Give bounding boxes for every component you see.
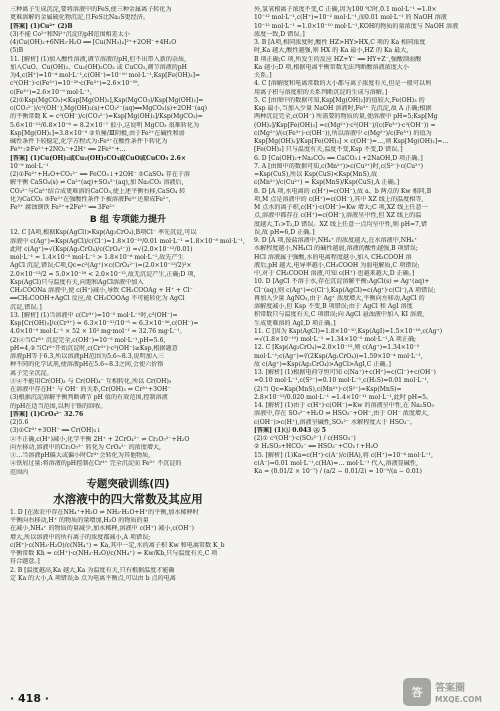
text-line: 9. D [A 项,铵盐溶液中,NH₄⁺ 的浓度越大,在水溶液中,NH₄⁺ — [254, 237, 418, 244]
group-b-heading: B 组 专项能力提升 — [89, 215, 167, 226]
text-line: (2)① c²(OH⁻)·c(SO₃²⁻) / c(HSO₃⁻) — [254, 435, 356, 442]
text-line: 液后,pH 越大,电导率越小,CH₃COOH 为弱电解质,C 项错误; — [254, 261, 420, 269]
text-line: 平衡常数 Kh = c(H⁺)·c(NH₃·H₂O)/c(NH₄⁺) = Kw/Kb,只与温度有关,C 项 — [10, 550, 218, 557]
text-line: mol·L⁻¹;c(Ag⁺)=∛(2Ksp(Ag₂CrO₄))=1.59×10⁻⁴ mol·L⁻¹, — [254, 352, 423, 360]
text-line: (2)当 Qc=Ksp(MnS),c(Mn²⁺)·c(S²⁻)=Ksp(MnS)= — [254, 385, 402, 393]
text-line: c(OH⁻)>c(H⁺),溶液呈碱性,SO₃²⁻ 水解程度大于 HSO₃⁻。 — [254, 418, 416, 426]
text-line: (2)5.6 — [10, 419, 29, 426]
text-line: 解平衡 CaSO₄(s) ⇌ Ca²⁺(aq)+SO₄²⁻(aq),加 Na₂CO₃ 溶液后, — [10, 179, 184, 187]
text-line: [Fe(OH)₃] 只与温度有关,温度不变,Ksp 不变,D 错误。] — [254, 146, 403, 154]
text-line: ③…当溶液pH偏大或偏小时Cr³⁺会转化为其他物质, — [10, 452, 151, 459]
text-line: ③④不能用Cr(OH)₃ 与 Cr(OH)₄⁻ 互相转化,所以 Cr(OH)₃ — [10, 377, 172, 385]
text-line: 定 Ka 的大小,A 项错误;b 点为电离平衡点,可以由 b 点的电离 — [10, 574, 176, 582]
text-line: 5. C [由图中的数据可知,Ksp[Mg(OH)₂]的值较大,Fe(OH)₃ 的 — [254, 96, 425, 104]
text-line: 11. C [因为 Ksp(AgCl)=1.8×10⁻¹⁰,Ksp(AgI)=1.5×10⁻¹⁶,c(Ag⁺) — [254, 327, 443, 335]
text-line: ④铁屑过量:将溶液的pH控制在Cr³⁺ 完全沉淀而 Fe³⁺ 不沉淀的 — [10, 460, 182, 468]
topic-title: 专题突破训练(四) — [86, 477, 170, 490]
right-column — [254, 6, 492, 683]
text-line: [答案] (1)① 0.043 ② 5 — [254, 426, 326, 434]
text-line: 8. D [A 项,水电离的 c(H⁺)=c(OH⁻),故 a、b 两点的 Kw 相同,B — [254, 187, 432, 195]
text-line: HCl 溶液属于强酸,水的电离程度越小,加入 CH₃COOH 溶 — [254, 253, 412, 261]
text-line: 用离子积与溶度积的关系判断沉淀的生成与溶解。] — [254, 88, 388, 96]
text-line: 种不同的化学试剂,使溶液pH在5.6~8.3之间,会使六价铬 — [10, 361, 164, 369]
text-line: 1. D [在浓农中存在NH₄⁺+H₂O ⇌ NH₃·H₂O+H⁺的平衡,加水稀释时 — [10, 508, 199, 516]
text-line: 11. [解析] (1)加入酸性溶液,调节溶液的pH,但不出带入新的杂质, — [10, 55, 187, 63]
left-lines-mid — [10, 229, 246, 411]
text-line: =Ksp(CuS),所以 Ksp(CuS)<Ksp(MnS),故 — [254, 171, 378, 178]
text-line: Fe³⁺ 腐蚀钢铁 Fe²⁺+2Fe³⁺ ══ 3Fe²⁺ — [10, 204, 115, 211]
text-line: 为4,c(H⁺)=10⁻⁴ mol·L⁻¹,c(OH⁻)=10⁻¹⁰ mol·L⁻¹,Ksp[Fe(OH)₃]= — [10, 72, 201, 79]
text-line: (2)①Fe²⁺+H₂O+CO₃²⁻ ══ FeCO₃↓+2OH⁻ ②CaSO₄ 存在于溶 — [10, 171, 191, 178]
text-line: c(Mn²⁺)/c(Cu²⁺) = Ksp(MnS)/Ksp(CuS),A 正确。] — [254, 179, 400, 187]
text-line: 故 c(Ag⁺)=Ksp(Ag₂CrO₄)>AgCl>AgI,C 正确。] — [254, 360, 391, 368]
text-line: (3)①Cr³⁺+3OH⁻ ══ Cr(OH)₃↓ — [10, 427, 102, 435]
text-line: Ksp[Mg(OH)₂]=3.8×10⁻⁵ ②负極/Ⅲ阴极,由于Fe²⁺在碱性和弱 — [10, 129, 185, 137]
text-line: 7. A [由图中的数据可知,c(Mn²⁺)>c(Cu²⁺)时,c(S²⁻)·c(Cu²⁺) — [254, 162, 424, 170]
text-line: 两种沉淀完全,c(OH⁻) 所需要的物质的量,使溶液中 pH=5;Ksp[Mg — [254, 113, 438, 121]
text-line: 范围内 — [10, 468, 29, 476]
left-lines-top — [10, 6, 246, 212]
text-line: 10⁻¹² mol·L⁻¹ =1.0×10⁻¹⁰ mol·L⁻¹,KOH的物质的量浓度与 NaOH 溶液 — [254, 22, 459, 30]
left-answer-lines — [10, 411, 246, 477]
text-line: 6. D [Ca(OH)₂+Na₂CO₃ ══ CaCO₃↓+2NaOH,D 项正确。] — [254, 154, 423, 162]
text-line: pH=4,②当Cr³⁺开始沉淀时,c(Cr³⁺)·c³(OH⁻)≥Ksp,根据题意 — [10, 344, 178, 352]
text-line: 在溶液中存在H⁺ 与 OH⁻ 的关系,Cr(OH)₃ ⇌ Cr³⁺+3OH⁻ — [10, 386, 171, 393]
text-line: mol·L⁻¹ ≈ 1.4×10⁻⁵ mol·L⁻¹ > 1.8×10⁻⁸ mol·L⁻¹,故先产生 — [10, 254, 184, 261]
text-line: 溶液中 c(Ag⁺)=Ksp(AgCl)/c(Cl⁻)=1.8×10⁻¹⁰/0.01 mol·L⁻¹ =1.8×10⁻⁸ mol·L⁻¹, — [10, 237, 245, 245]
text-line: 中,对于 CH₃COOH 溶液,可知 c(H⁺) 也越来越大,D 正确。] — [254, 270, 415, 277]
text-line: Fe³⁺:②Fe²⁺+2NO₂⁻+2H⁺ ══ 2Fe³⁺+… — [10, 146, 126, 154]
text-line: (2)②当Cr³⁺ 沉淀完全,c(OH⁻)=10⁻⁵ mol·L⁻¹,pH=5.6, — [10, 336, 166, 344]
text-line: Ka 越小;D 项,根据电离平衡常数无法判断酸溶液浓度大小 — [254, 63, 409, 71]
text-line: 沉淀,错误。] — [10, 303, 42, 311]
text-line: c(Fe³⁺)=2.6×10⁻⁹ mol·L⁻¹。 — [10, 88, 96, 96]
text-line: 加入CuO、Cu(OH)₂、Cu₂(OH)₂CO₃ 或 CuCO₃,调节溶液的pH — [10, 63, 187, 71]
text-line: =0.10 mol·L⁻¹,c(S²⁻)=0.10 mol·L⁻¹,c(H₂S)=0.01 mol·L⁻¹, — [254, 377, 429, 385]
text-line: 4.0×10⁻⁹ mol·L⁻¹ × 52 × 10³ mg·mol⁻¹ ≈ 32.76 mg·L⁻¹。 — [10, 328, 186, 336]
text-line: 点,溶液中都存在 c(H⁺)=c(OH⁻),溶液呈中性,但 XZ 线上的温 — [254, 212, 422, 220]
text-line: Ksp(AgCl)只与温度有关,向饱和AgCl溶液中加入 — [10, 278, 144, 286]
text-line: 13. [解析] (1)当溶液中 c(Cr³⁺)=10⁻⁵ mol·L⁻¹时,c³(OH⁻)= — [10, 311, 178, 319]
text-line: 项,M 点是溶液中的 c(H⁺)=c(OH⁻),其中 XZ 线上的温度相等, — [254, 195, 424, 203]
text-line: c³(OH⁻)·c(Fe³⁺)=10⁻³⁰·c(Fe³⁺)=2.6×10⁻³⁹, — [10, 80, 140, 88]
text-line: 2. B [温度越高,Ka 越大,Ka 为温度有关,只有根据温度才能确 — [10, 566, 175, 574]
text-line: Ksp 最小,当加入少量 NaOH 溶液时,Fe³⁺ 先沉淀,故 A 正确;根据 — [254, 105, 432, 112]
text-line: (3)不能 Co²⁺和Ni²⁺沉淀的pH范围相差太小 — [10, 30, 130, 38]
text-line: 在减小,NH₄⁺ 的物质的量减少,加水稀释,溶液中 c(H⁺) 减小,c(OH⁻) — [10, 525, 195, 533]
text-line: 再加入少量 AgNO₃,由于 Ag⁺ 浓度增大,平衡向左移动,AgCl 的 — [254, 294, 425, 302]
text-line: =√(1.8×10⁻¹⁰) mol·L⁻¹ =1.34×10⁻⁵ mol·L⁻¹,A 项正确; — [254, 336, 417, 343]
text-line: 溶液pH等于6.3,所以溶液pH范围为5.6~8.3,说明加入三 — [10, 353, 164, 360]
text-line: 水解程度越小,NH₄Cl 的碱性越弱,溶液的酸性越强,B 项错误; — [254, 245, 418, 253]
text-line: 向左移动,溶液中的Cr₂O₇²⁻ 转化为 CrO₄²⁻ 的浓度增大, — [10, 443, 161, 451]
text-line: 积常数只与温度有关,C 项错误;向 AgCl 悬浊液中加入 KI 溶液, — [254, 311, 425, 319]
watermark-glyph: 答 — [411, 686, 423, 699]
text-line: (4)Cu(OH)₂+6NH₃·H₂O ══ [Cu(NH₃)₄]²⁺+2OH⁻+4H₂O — [10, 39, 177, 46]
text-line: 的pH在适当范围,以利于铬的回收。 — [10, 402, 107, 410]
text-line: [答案] (1)Cu(OH)₂或Cu₂(OH)₂CO₃或CuO或CuCO₃ 2.6× — [10, 154, 186, 162]
text-line: 外,氢氧根离子浓度不变,C 正确,因为100 ℃时,0.1 mol·L⁻¹ =1.0× — [254, 6, 437, 13]
text-line: 化为CaCO₃ ③Fe²⁺在强酸性条件下被溶液Fe³⁺还原成Fe²⁺, — [10, 195, 171, 203]
text-line: 增大,所以溶液中的所有离子的浓度都减小,A 项错误; — [10, 533, 151, 541]
text-line: AgCl 沉淀,错误;C项,Qc=c²(Ag⁺)×c(CrO₄²⁻)=(2.0×10⁻¹³/2)²× — [10, 262, 192, 270]
text-line: c(H⁺)·c(NH₃·H₂O)/c(NH₄⁺) = Ka,其中一定,水的离子积 Kw 和电离常数 K_b — [10, 541, 225, 549]
text-line: c(CO₃²⁻)/c²(OH⁻),Mg(OH)₂(s)+CO₃²⁻(aq)══MgCO₃(s)+2OH⁻(aq) — [10, 105, 207, 112]
text-line: c(Mg²⁺)/(c(Fe³⁺)·c(OH⁻)),所以溶液中 c(Mg²⁺)/c(Fe³⁺) 的值为 — [254, 129, 432, 137]
text-line: Ka = (0.01/2 × 10⁻⁷) / (a/2 − 0.01/2) = 10⁻⁹/(a − 0.01) — [254, 468, 422, 475]
text-line: 此时 c(Ag⁺)=√(Ksp(Ag₂CrO₄)/c(CrO₄²⁻)) =√(2.0×10⁻¹²/0.01) — [10, 245, 193, 253]
text-line: 3. B [A项,相同浓度时,酸性 HZ>HY>HX,C 项的 Ka 相同浓度 — [254, 39, 426, 46]
text-line: 离子完全沉淀。 — [10, 369, 53, 377]
text-line: 时,Ka 越大,酸性越强,则 HX 的 Ka 最小,HZ 的 Ka 最大, — [254, 47, 409, 55]
text-line: (2)①Ksp(MgCO₃)<Ksp[Mg(OH)₂],Ksp(MgCO₃)/Ksp[Mg(OH)₂]= — [10, 96, 204, 104]
text-line: [答案] (1)Cu²⁺ (2)B — [10, 22, 73, 30]
text-line: c(A⁻)=0.01 mol·L⁻¹,c(HA)=… mol·L⁻¹ 代入,溶液显碱性, — [254, 459, 418, 467]
text-line: 10. D [AgCl 不溶于水,存在沉淀溶解平衡:AgCl(s) ⇌ Ag⁺(aq)+ — [254, 278, 430, 286]
page-number: · 418 · — [10, 692, 49, 705]
text-line: 关系。] — [254, 72, 272, 79]
text-line: 溶解度减小,但 Ksp 不变,B 项错误;由于 AgCl 和 AgI 溶度 — [254, 303, 413, 310]
text-line: 10⁻⁹ mol·L⁻¹ — [10, 162, 49, 170]
watermark-logo — [402, 677, 494, 707]
text-line: 12. C [Ksp(Ag₂CrO₄)=2.0×10⁻¹²,则 c(Ag⁺)=1.34×10⁻⁵ — [254, 344, 420, 352]
text-line: 溶液中,存在 SO₃²⁻+H₂O ⇌ HSO₃⁻+OH⁻,由于 OH⁻ 浓度增大, — [254, 410, 430, 418]
text-line: 度越大,T₁>T₂,D 错误。XZ 线上任意一点均呈中性,则 pH=7,错 — [254, 220, 428, 228]
text-line: (OH)₂]/Ksp[Fe(OH)₃] =c(Mg²⁺)·c²(OH⁻)/(c(Fe³⁺)·c³(OH⁻)) = — [254, 121, 436, 129]
text-line: M 点水的离子积,c(H⁺)·c(OH⁻)=Kw 增大;C 项,XZ 线上任意一 — [254, 204, 428, 211]
text-line: 的平衡常数 K = c²(OH⁻)/c(CO₃²⁻)=Ksp[Mg(OH)₂]/Ksp(MgCO₃)= — [10, 113, 203, 121]
right-lines-bottom — [254, 344, 492, 476]
text-line: (3)根据沉淀溶解平衡判断调节 pH 值的有效范围,控制溶液 — [10, 394, 168, 402]
text-line: 更难溶解的金属硫化物沉淀,且FeS比Na₂S更经济。 — [10, 14, 149, 22]
text-line: 10⁻¹² mol·L⁻¹,c(H⁺)=10⁻² mol·L⁻¹,而0.01 mol·L⁻¹ 的 NaOH 溶液 — [254, 14, 447, 22]
text-line: 碱性条件下较稳定,化学方程式为:Fe²⁺在酸性条件下转化为 — [10, 138, 168, 145]
text-line: B 项正确;C 项,所发生的反应 HZ+Y⁻ ══ HY+Z⁻,强酸制弱酸 — [254, 55, 422, 63]
text-line: Ksp[Cr(OH)₃]/c(Cr³⁺) = 6.3×10⁻³¹/10⁻⁵ = 6.3×10⁻²⁶,c(OH⁻)= — [10, 320, 199, 327]
text-line: ② H₂SO₃+HCO₃⁻ ══ HSO₃⁻+CO₂↑+H₂O — [254, 443, 379, 451]
text-line: Cl⁻(aq),则 c(Ag⁺)=c(Cl⁻),Ksp(AgCl)=c(Ag⁺)·c(Cl⁻),A 项错误; — [254, 286, 436, 294]
text-line: 2.0×10⁻¹³/2 = 5.0×10⁻²⁸ < 2.0×10⁻¹²,故无沉淀产生,正确;D 项, — [10, 270, 196, 278]
text-line: Ksp[Mg(OH)₂]/Ksp[Fe(OH)₃] × c(OH⁻)=…,则 Ksp[Mg(OH)₂]=… — [254, 138, 449, 145]
text-line: 13. [解析] (1)根据电荷守恒可知 c(Na⁺)+c(H⁺)=c(Cl⁻)+c(OH⁻) — [254, 369, 436, 376]
text-line: ══CH₃COOH+AgCl 反应,故 CH₃COOAg 不可能转化为 AgCl — [10, 295, 185, 303]
text-line: CO₃²⁻与Ca²⁺结合成更难溶的CaCO₃,使上述平衡右移,CaSO₄ 转 — [10, 187, 186, 195]
text-line: [答案] (1)CrO₄²⁻ 32.76 — [10, 410, 84, 418]
text-line: 生成更难溶的 AgI,D 项正确。] — [254, 319, 336, 327]
watermark-url: MXQE.COM — [435, 695, 482, 704]
left-lines-bottom — [10, 509, 246, 583]
text-line: 12. C [A项,根据Ksp(AgCl)>Ksp(Ag₂CrO₄),B项Cl⁻ 率先沉淀,可以 — [10, 229, 197, 237]
text-line: 浓度一致,D 错误。] — [254, 30, 305, 38]
text-line: 4. C [溶解度和电离常数的大小都与离子浓度有关,但是一般可以利 — [254, 80, 432, 88]
text-line: 平衡向右移动,H⁺ 的物质的量增加,H₂O 的物质的量 — [10, 517, 149, 524]
text-line: 三种离子生成沉淀,要将溶液中的FeS,使三种金属离子转化为 — [10, 6, 172, 13]
text-line: 15. [解析] (1)Ka=c(H⁺)·c(A⁻)/c(HA),将 c(H⁺)=10⁻⁴ mol·L⁻¹, — [254, 451, 433, 459]
text-line: 符合题意。] — [10, 558, 40, 566]
text-line: 2.8×10⁻¹³/0.020 mol·L⁻¹ =1.4×10⁻¹¹ mol·L⁻¹,此时 pH=5。 — [254, 393, 433, 401]
topic-subtitle: 水溶液中的四大常数及其应用 — [53, 491, 203, 506]
text-line: 5.6×10⁻¹²/6.8×10⁻⁶ ≈ 8.2×10⁻⁷ 很小,这说明 MgCO₃ 很难转化为 — [10, 121, 200, 129]
right-lines-top — [254, 6, 492, 344]
text-line: CH₃COONa 溶液中,使 c(H⁺)减小,导致 CH₃COOAg + H⁺ + Cl⁻ — [10, 287, 193, 294]
text-line: 误,故 pH=6,D 正确。] — [254, 228, 315, 236]
text-line: ②不正确,c(H⁺)减小,化学平衡 2H⁺ + 2CrO₄²⁻ ⇌ Cr₂O₇²⁻+H₂O — [10, 435, 190, 443]
text-line: 14. [解析] (1)由于 c(H⁺)·c(OH⁻)=Kw 的溶液呈中性,在 Na₂SO₃ — [254, 402, 434, 409]
watermark-text: 答案圈 — [435, 683, 465, 694]
left-column — [10, 6, 246, 683]
text-line: (5)B — [10, 47, 24, 55]
